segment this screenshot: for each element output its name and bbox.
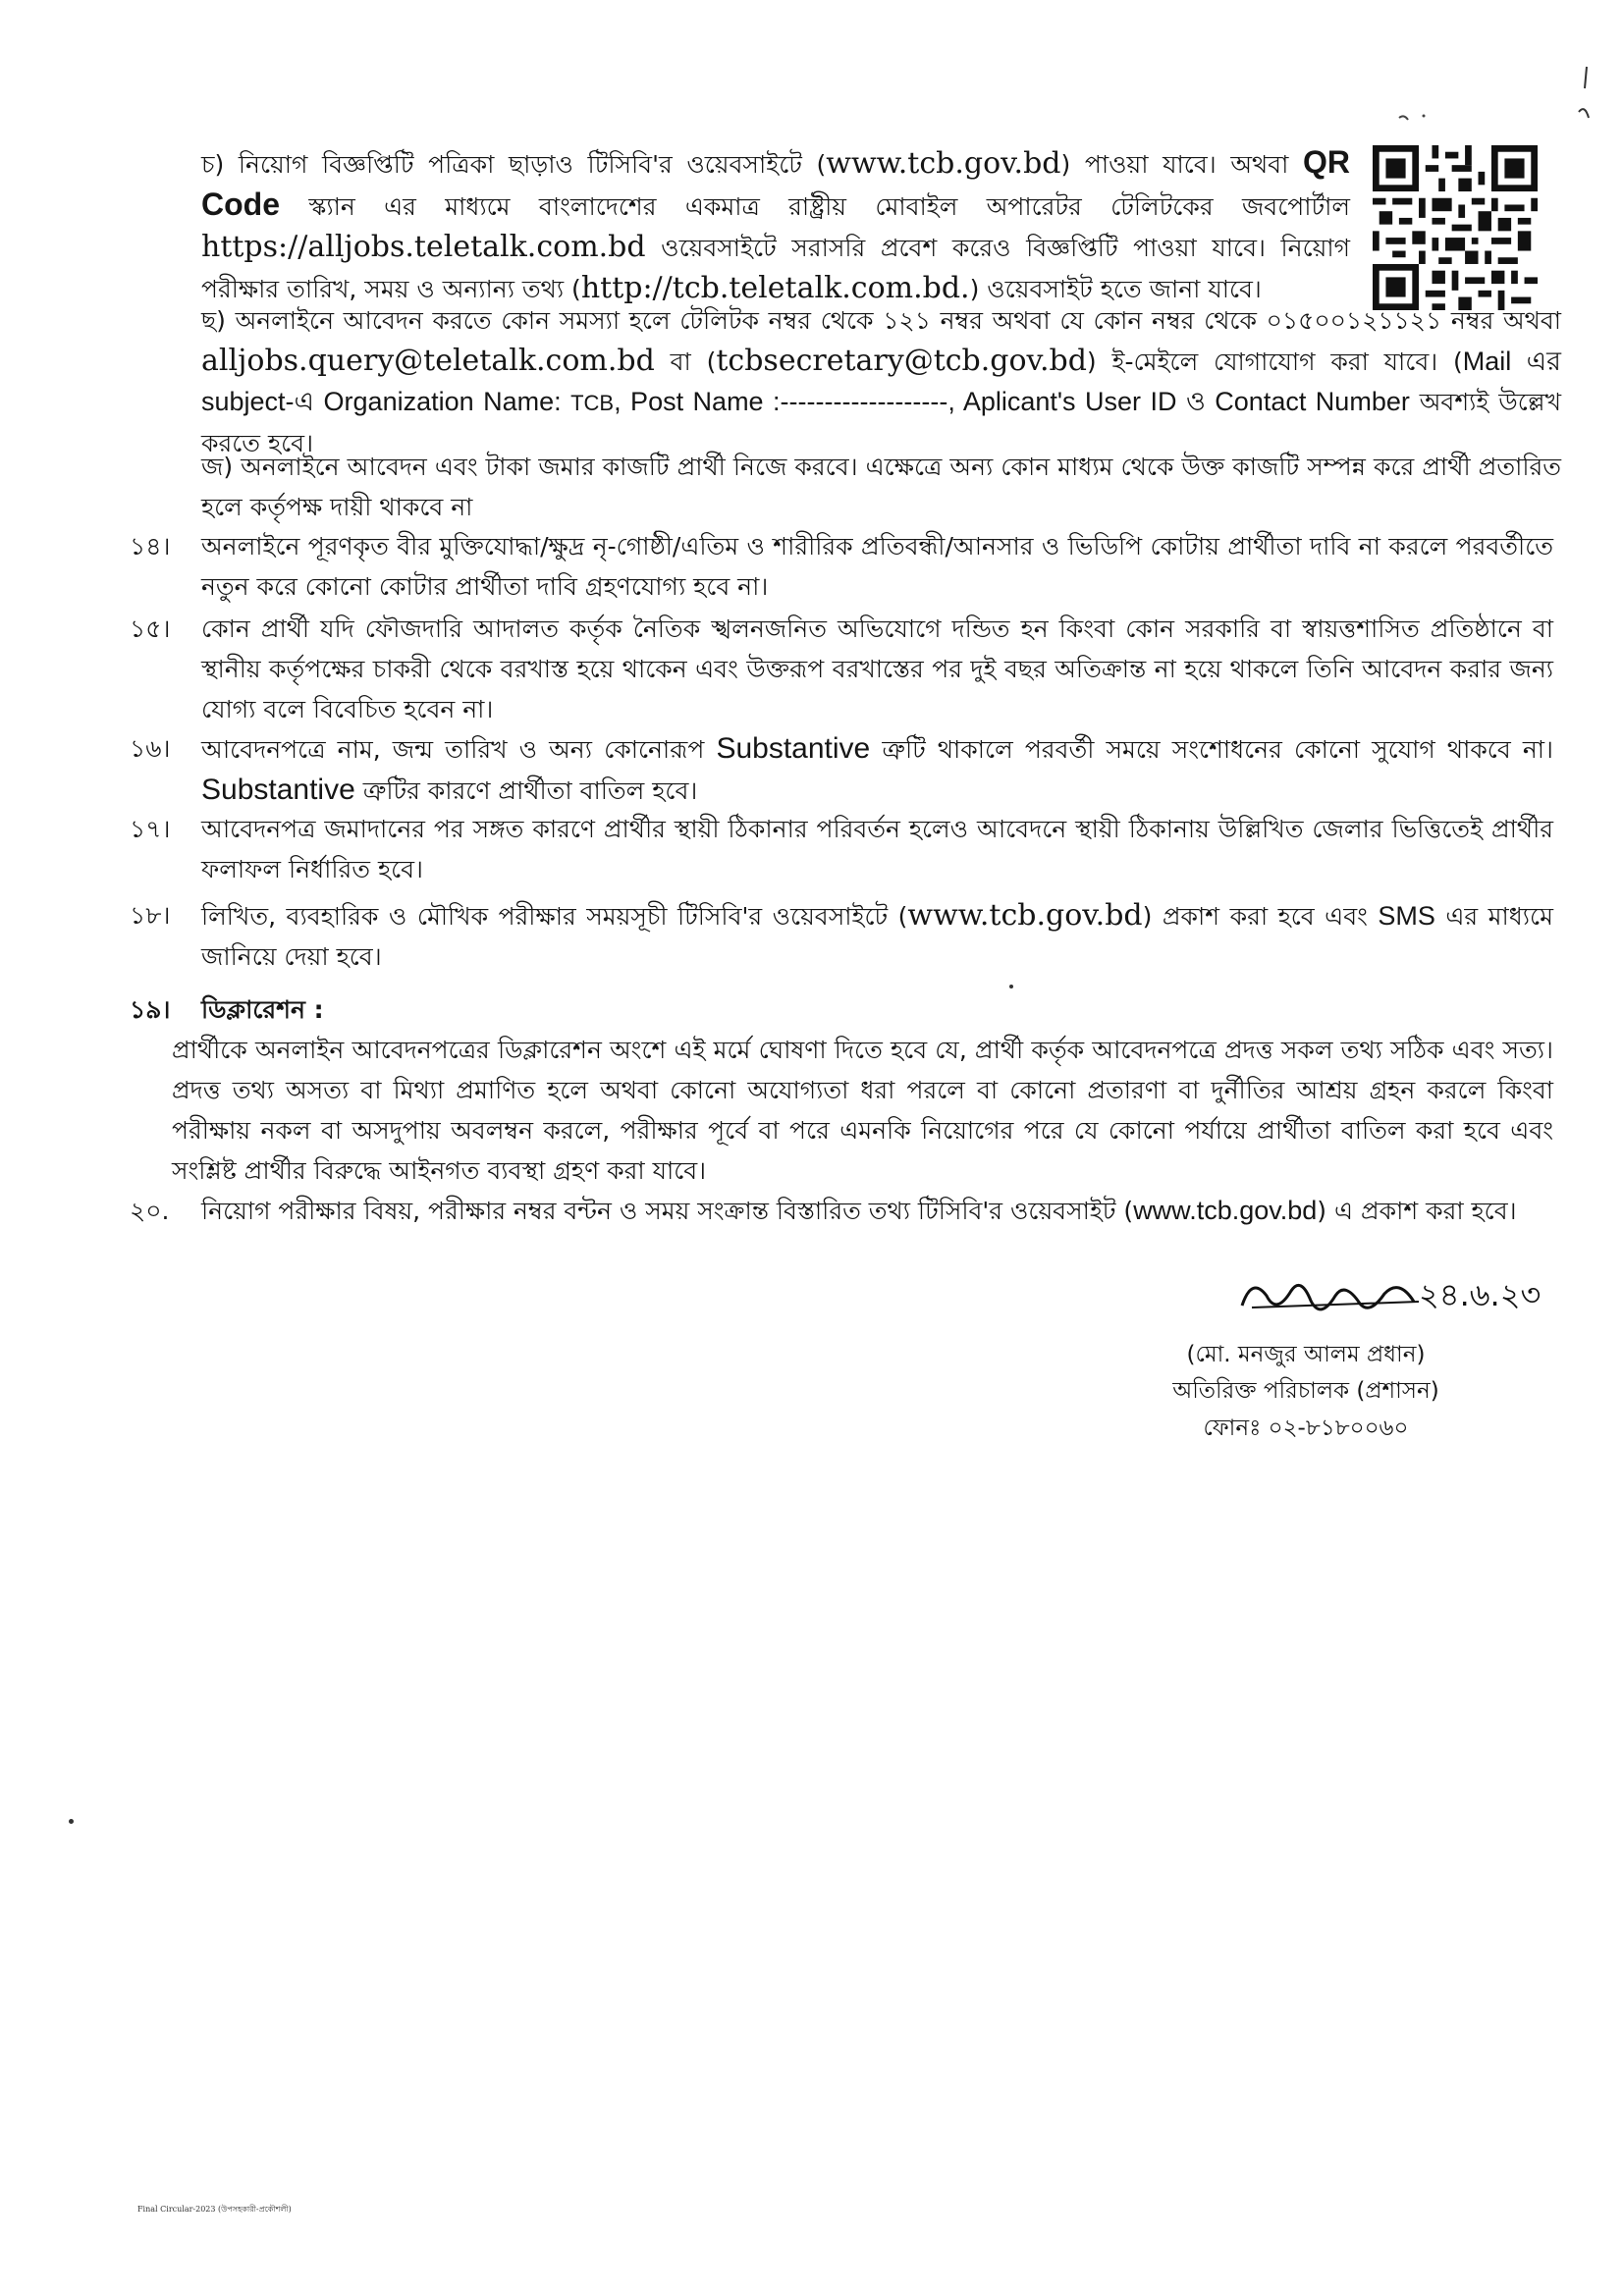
text: অবশ্যই উল্লেখ করতে হবে। — [201, 388, 1561, 457]
signature-block — [1100, 1266, 1542, 1447]
sub-item-cha — [201, 142, 1350, 309]
sub-item-ja — [201, 447, 1561, 527]
text: লিখিত, ব্যবহারিক ও মৌখিক পরীক্ষার সময়সূচী টিসিবি'র ওয়েবসাইটে ( — [201, 902, 908, 931]
text: বা ( — [654, 347, 717, 376]
item-number: ১৪। — [130, 532, 171, 561]
stray-mark — [1394, 106, 1434, 126]
sub-marker: ছ) — [201, 306, 226, 335]
item-number: ১৬। — [130, 734, 171, 763]
item-16 — [130, 728, 1553, 811]
item-14 — [130, 526, 1553, 607]
sms-term: SMS — [1378, 901, 1435, 931]
text: ) এ প্রকাশ করা হবে। — [1317, 1197, 1517, 1225]
item-number: ১৭। — [130, 815, 171, 843]
sub-marker: চ) — [201, 150, 225, 179]
website-link[interactable]: www.tcb.gov.bd — [907, 898, 1143, 933]
declaration-text: প্রার্থীকে অনলাইন আবেদনপত্রের ডিক্লারেশন অংশে এই মর্মে ঘোষণা দিতে হবে যে, প্রার্থী কর্তৃক আবেদনপত্রে প্রদত্ত সকল তথ্য সঠিক এবং সত্য। প্রদত্ত তথ্য অসত্য বা মিথ্যা প্রমাণিত হলে অথবা কোনো অযোগ্যতা ধরা পরলে বা কোনো প্রতারণা বা দুর্নীতির আশ্রয় গ্রহন করলে কিংবা পরীক্ষায় নকল বা অসদুপায় অবলম্বন করলে, পরীক্ষার পূর্বে বা পরে এমনকি নিয়োগের পরে যে কোনো পর্যায়ে প্রার্থীতা বাতিল করা হবে এবং সংশ্লিষ্ট প্রার্থীর বিরুদ্ধে আইনগত ব্যবস্থা গ্রহণ করা যাবে। — [172, 1036, 1553, 1185]
alljobs-link[interactable]: https://alljobs.teletalk.com.bd — [201, 230, 646, 264]
text: ) ই-মেইলে যোগাযোগ করা যাবে। ( — [1086, 347, 1463, 376]
item-17 — [130, 809, 1553, 889]
signatory-phone: ফোনঃ ০২-৮১৮০০৬০ — [1203, 1415, 1409, 1441]
item-text — [201, 728, 1553, 811]
text: এর মাধ্যমে জানিয়ে দেয়া হবে। — [201, 902, 1553, 971]
text: অনলাইনে আবেদন এবং টাকা জমার কাজটি প্রার্থী নিজে করবে। এক্ষেত্রে অন্য কোন মাধ্যম থেকে উক্ত কাজটি সম্পন্ন করে প্রার্থী প্রতারিত হলে কর্তৃপক্ষ দায়ী থাকবে না — [201, 453, 1561, 521]
text: ) প্রকাশ করা হবে এবং — [1142, 902, 1379, 931]
item-text — [201, 1191, 1553, 1231]
mail-subject-text: Mail এর subject-এ Organization Name: — [201, 347, 1562, 416]
item-number: ১৫। — [130, 614, 171, 643]
text: আবেদনপত্রে নাম, জন্ম তারিখ ও অন্য কোনোরূপ — [201, 735, 717, 764]
sub-marker: জ) — [201, 453, 234, 481]
stray-dot — [1009, 985, 1013, 988]
teletalk-link[interactable]: http://tcb.teletalk.com.bd. — [580, 271, 970, 305]
stray-mark — [1571, 61, 1600, 130]
text: ত্রুটি থাকালে পরবর্তী সময়ে সংশোধনের কোনো সুযোগ থাকবে না। — [870, 735, 1553, 764]
signature-date: ২৪.৬.২৩ — [1419, 1276, 1542, 1313]
item-19 — [130, 989, 1553, 1030]
secretary-email-link[interactable]: tcbsecretary@tcb.gov.bd — [716, 344, 1087, 378]
substantive-term: Substantive — [716, 732, 871, 765]
text: নিয়োগ পরীক্ষার বিষয়, পরীক্ষার নম্বর বন্টন ও সময় সংক্রান্ত বিস্তারিত তথ্য টিসিবি'র ওয়েবসাইট ( — [201, 1197, 1134, 1225]
text: অনলাইনে আবেদন করতে কোন সমস্যা হলে টেলিটক নম্বর থেকে ১২১ নম্বর অথবা যে কোন নম্বর থেকে ০১৫০০১২১১২১ নম্বর অথবা — [225, 306, 1561, 335]
text: ) ওয়েবসাইট হতে জানা যাবে। — [969, 275, 1262, 303]
item-number: ১৮। — [130, 901, 171, 930]
sub-item-chha — [201, 300, 1561, 463]
item-number: ১৯। — [130, 995, 171, 1024]
org-name: TCB — [570, 391, 615, 415]
handwritten-signature — [1222, 1266, 1542, 1345]
item-text — [201, 895, 1553, 977]
text: নিয়োগ বিজ্ঞপ্তিটি পত্রিকা ছাড়াও টিসিবি'র ওয়েবসাইটে ( — [224, 150, 827, 179]
qr-code-label: QR Code — [201, 144, 1350, 222]
post-name-text: , Post Name :-------------------, Aplicant's User ID ও Contact Number — [614, 387, 1410, 416]
item-text: আবেদনপত্র জমাদানের পর সঙ্গত কারণে প্রার্থীর স্থায়ী ঠিকানার পরিবর্তন হলেও আবেদনে স্থায়ী ঠিকানায় উল্লিখিত জেলার ভিত্তিতেই প্রার্থীর ফলাফল নির্ধারিত হবে। — [201, 815, 1553, 883]
text: ওয়েবসাইটে সরাসরি প্রবেশ করেও বিজ্ঞপ্তিটি পাওয়া যাবে। নিয়োগ পরীক্ষার তারিখ, সময় ও অন্যান্য তথ্য ( — [201, 234, 1350, 303]
text: ) পাওয়া যাবে। অথবা — [1060, 150, 1303, 179]
item-15 — [130, 609, 1553, 729]
substantive-term: Substantive — [201, 774, 355, 806]
item-18 — [130, 895, 1553, 977]
item-20 — [130, 1191, 1553, 1231]
declaration-heading: ডিক্লারেশন : — [201, 995, 324, 1024]
qr-code-icon — [1373, 145, 1538, 310]
website-link[interactable]: www.tcb.gov.bd — [1133, 1196, 1318, 1225]
item-text: অনলাইনে পূরণকৃত বীর মুক্তিযোদ্ধা/ক্ষুদ্র নৃ-গোষ্ঠী/এতিম ও শারীরিক প্রতিবন্ধী/আনসার ও ভিডিপি কোটায় প্রার্থীতা দাবি না করলে পরবর্তীতে নতুন করে কোনো কোটার প্রার্থীতা দাবি গ্রহণযোগ্য হবে না। — [201, 532, 1553, 601]
signatory-name: (মো. মনজুর আলম প্রধান) — [1186, 1342, 1426, 1367]
query-email-link[interactable]: alljobs.query@teletalk.com.bd — [201, 344, 655, 378]
text: ত্রুটির কারণে প্রার্থীতা বাতিল হবে। — [354, 776, 698, 805]
website-link[interactable]: www.tcb.gov.bd — [826, 146, 1061, 181]
item-text: কোন প্রার্থী যদি ফৌজদারি আদালত কর্তৃক নৈতিক স্খলনজনিত অভিযোগে দন্ডিত হন কিংবা কোন সরকারি বা স্বায়ত্তশাসিত প্রতিষ্ঠানে বা স্থানীয় কর্তৃপক্ষের চাকরী থেকে বরখাস্ত হয়ে থাকেন এবং উক্তরূপ বরখাস্তের পর দুই বছর অতিক্রান্ত না হয়ে থাকলে তিনি আবেদন করার জন্য যোগ্য বলে বিবেচিত হবেন না। — [201, 614, 1553, 723]
footer-note: Final Circular-2023 (উপসহকারী-প্রকৌশলী) — [137, 2205, 292, 2214]
item-number: ২০. — [130, 1197, 170, 1225]
stray-dot — [69, 1819, 74, 1824]
signatory-title: অতিরিক্ত পরিচালক (প্রশাসন) — [1172, 1378, 1439, 1404]
text: স্ক্যান এর মাধ্যমে বাংলাদেশের একমাত্র রাষ্ট্রীয় মোবাইল অপারেটর টেলিটকের জবপোর্টাল — [280, 192, 1350, 221]
item-body — [201, 989, 1553, 1030]
